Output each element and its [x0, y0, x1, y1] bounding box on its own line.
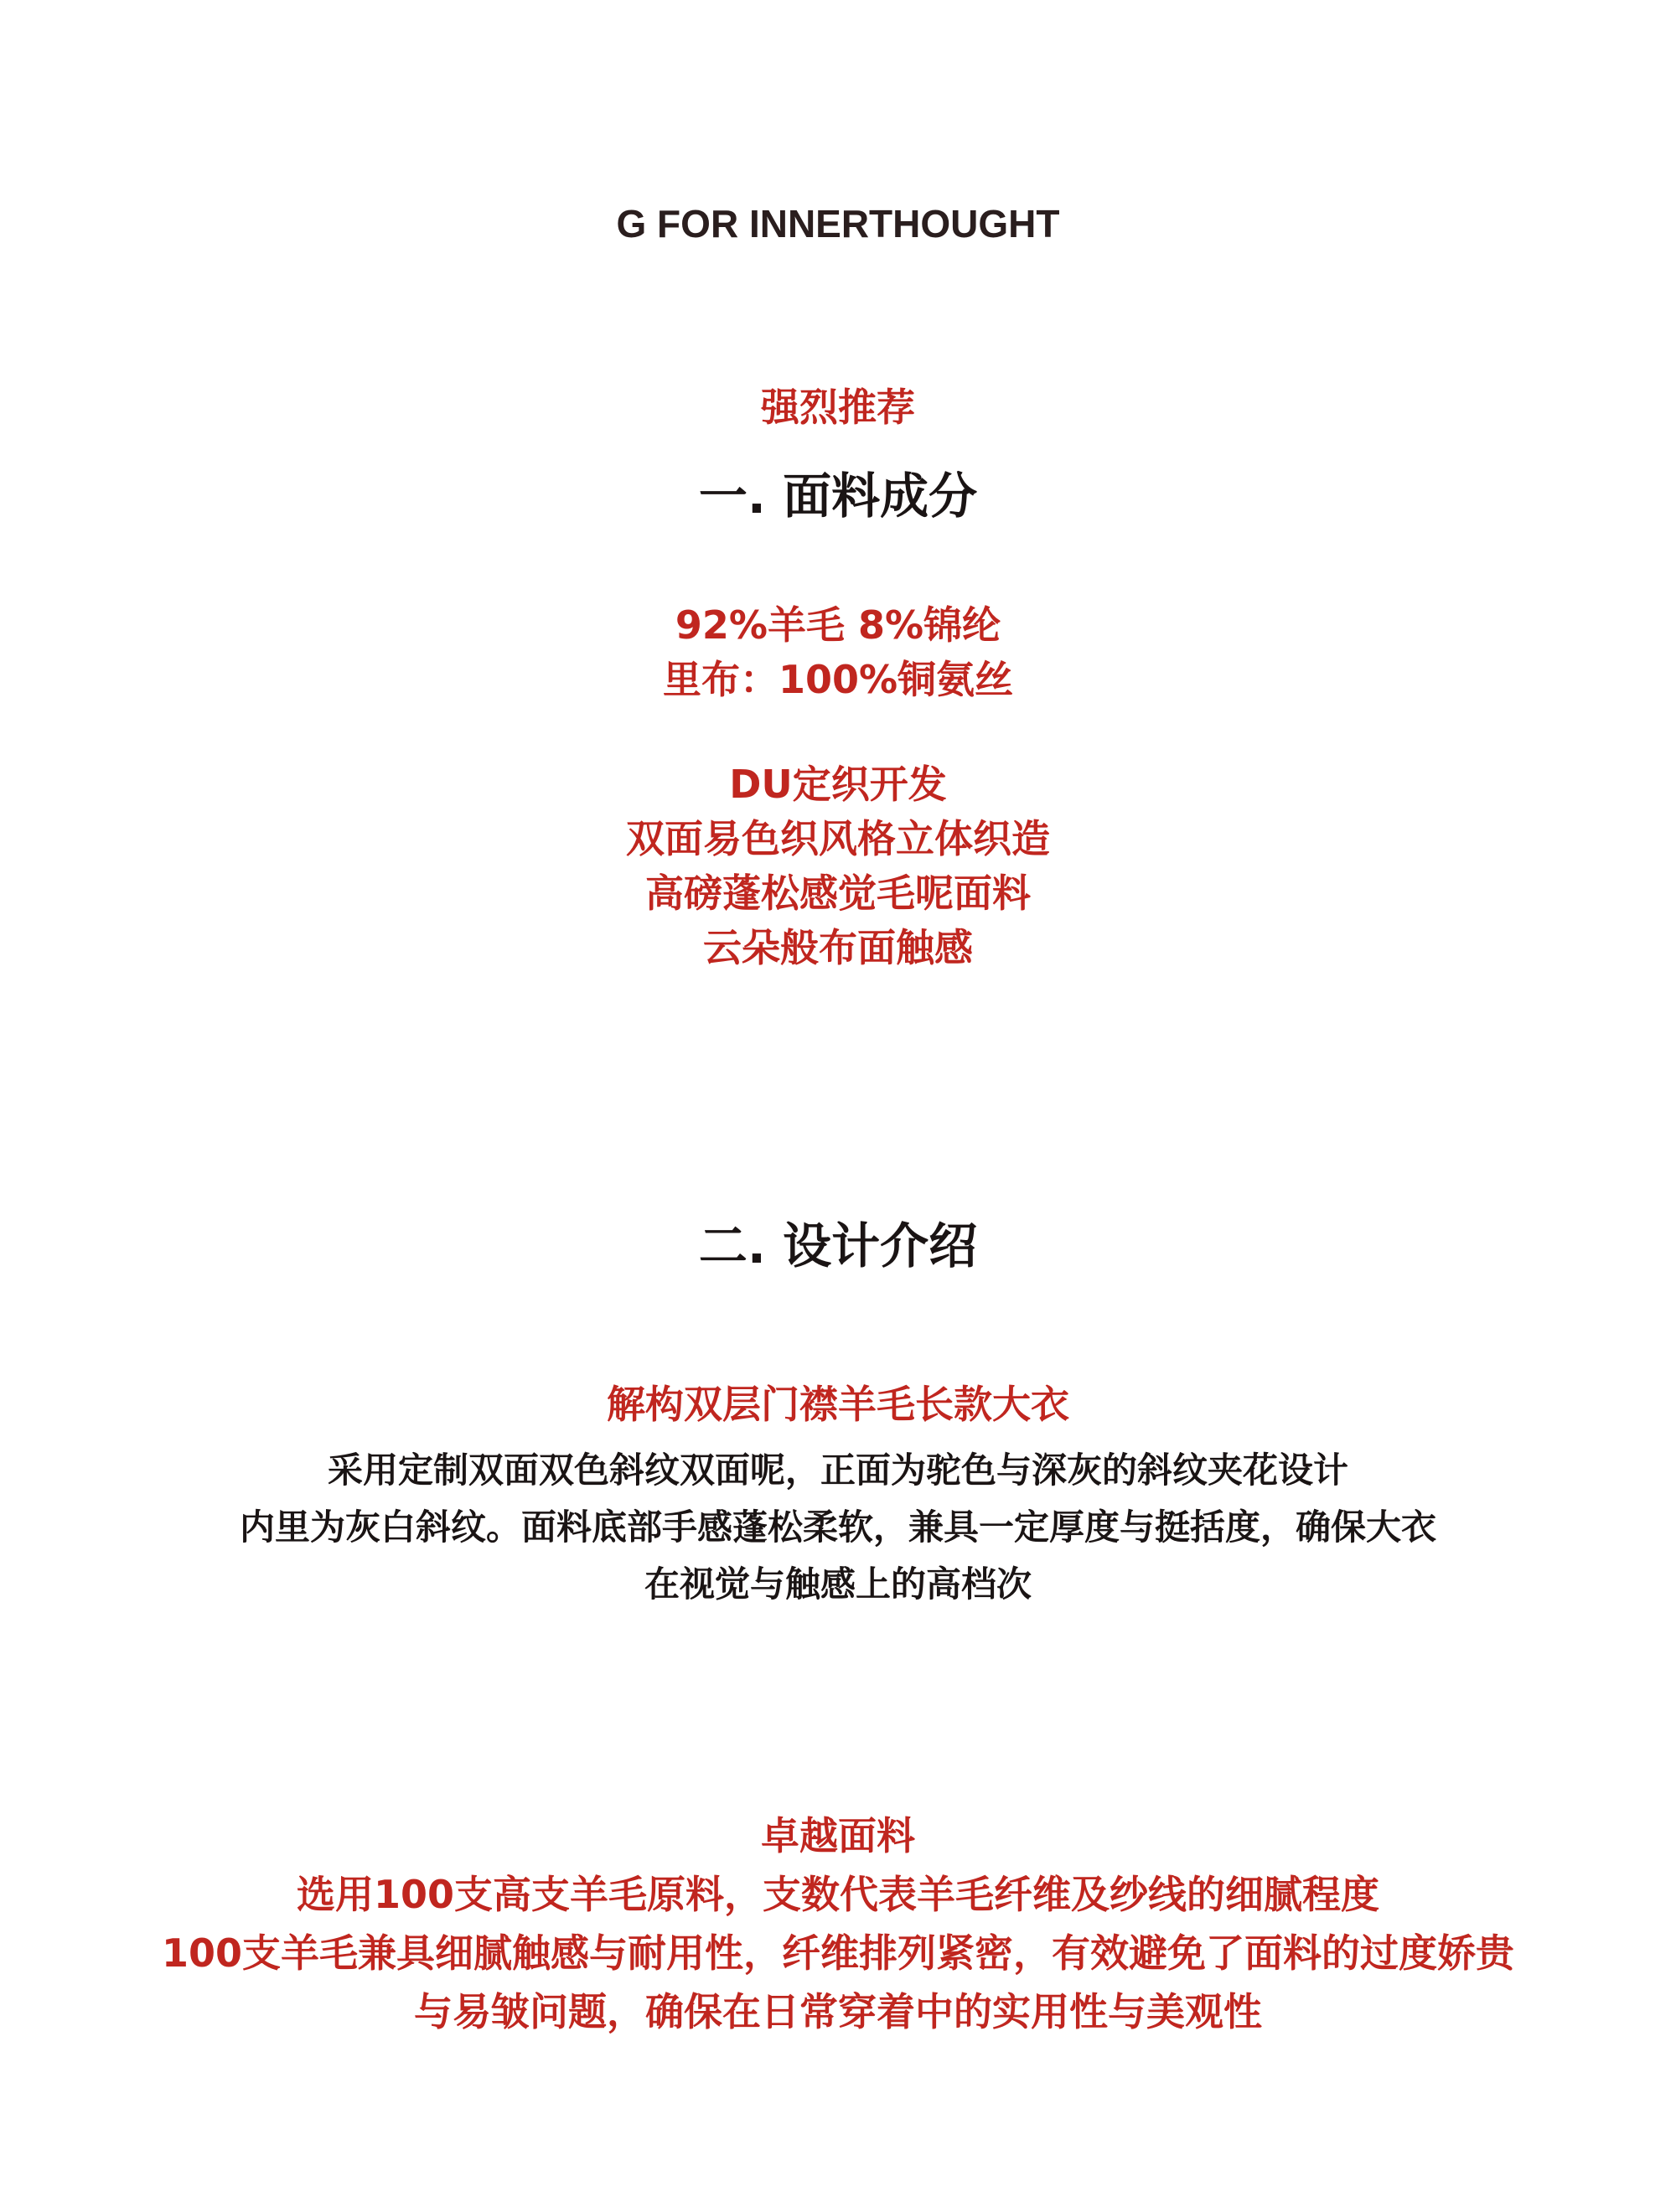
section-heading-fabric: 一. 面料成分 — [698, 468, 978, 525]
section-heading-design: 二. 设计介绍 — [698, 1217, 978, 1274]
composition-line: 92%羊毛 8%锦纶 — [675, 602, 1001, 648]
design-description-line: 内里为灰白斜纹。面料底部手感蓬松柔软，兼具一定厚度与挺括度，确保大衣 — [239, 1507, 1436, 1548]
brand-name: G FOR INNERTHOUGHT — [616, 202, 1060, 245]
feature-line: 双面易色织风格立体织造 — [626, 816, 1050, 861]
composition-line: 里布：100%铜氨丝 — [662, 657, 1014, 702]
fabric-excellence-heading: 卓越面料 — [761, 1813, 915, 1858]
design-description-line: 采用定制双面双色斜纹双面呢，正面为驼色与深灰的斜纹夹花设计 — [327, 1450, 1348, 1491]
feature-line: 云朵般布面触感 — [703, 925, 973, 970]
fabric-excellence-line: 100支羊毛兼具细腻触感与耐用性，纤维排列紧密，有效避免了面料的过度娇贵 — [161, 1930, 1515, 1976]
fabric-excellence-line: 与易皱问题，确保在日常穿着中的实用性与美观性 — [414, 1989, 1262, 2034]
recommend-tag: 强烈推荐 — [761, 385, 915, 430]
design-description-line: 在视觉与触感上的高档次 — [644, 1563, 1032, 1605]
feature-line: 高磅蓬松感觉毛呢面料 — [645, 871, 1031, 916]
fabric-excellence-line: 选用100支高支羊毛原料，支数代表羊毛纤维及纱线的细腻程度 — [296, 1872, 1380, 1917]
design-subtitle: 解构双层门襟羊毛长款大衣 — [607, 1382, 1069, 1427]
feature-line: DU定织开发 — [729, 762, 947, 807]
